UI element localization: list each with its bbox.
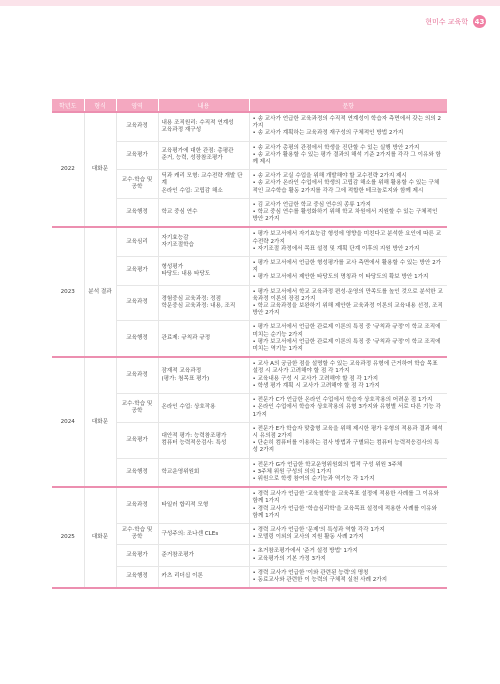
content-cell: 교육평가에 대한 관점: 총평관 준거, 능력, 성장참조평가 [158, 141, 249, 170]
col-header-items: 문항 [249, 99, 447, 112]
content-cell: 구성주의: 조나센 CLEs [158, 523, 249, 544]
table-row [52, 227, 447, 256]
item-text: • 교사 A의 궁금한 점을 설명할 수 있는 교육과정 유형에 근거하여 학습 목표 설정 시 교사가 고려해야 할 점 각 1가지 [252, 361, 438, 375]
item-text: • 학교 교육과정을 보완하기 위해 제안한 교육과정 이론의 교육내용 선정, 조직 방안 2가지 [252, 303, 443, 317]
items-cell [249, 257, 447, 286]
items-cell [249, 170, 447, 199]
table-row [52, 357, 447, 393]
content-cell: 관료제: 규칙과 규정 [158, 321, 249, 357]
year-cell: 2024 [52, 357, 84, 487]
area-cell: 교육평가 [116, 422, 158, 458]
item-text: • 송 교사가 언급한 교육과정의 수직적 연계성이 학습자 측면에서 갖는 의의 2가지 [252, 116, 442, 130]
type-cell: 대화문 [84, 357, 116, 487]
item-text: • 교육내용 구성 시 교사가 고려해야 할 점 각 1가지 [252, 375, 379, 382]
table-body [52, 112, 447, 588]
item-text: • 3주체 위원 구성의 의의 1가지 [252, 468, 332, 475]
items-cell [249, 357, 447, 393]
content-cell: 형성평가 타당도: 내용 타당도 [158, 257, 249, 286]
item-text: • 학교 중심 연수를 활성화하기 위해 학교 차원에서 지원할 수 있는 구체적인 방안 2가지 [252, 209, 438, 223]
area-cell: 교수·학습 및 공학 [116, 523, 158, 544]
item-text: • 경력 교사가 언급한 '학습심리학'을 교육목표 설정에 적용한 사례를 이유와 함께 1가지 [252, 505, 437, 519]
type-cell: 대화문 [84, 487, 116, 588]
col-header-year: 학년도 [52, 99, 84, 112]
area-cell: 교육행정 [116, 566, 158, 588]
exam-table [52, 99, 447, 589]
table-row [52, 487, 447, 523]
col-header-area: 영역 [116, 99, 158, 112]
item-text: • 송 교사가 온라인 수업에서 학생의 고립감 해소를 위해 활용할 수 있는 구체적인 교수학습 활동 2가지를 각각 그에 적합한 테크놀로지와 함께 제시 [252, 180, 440, 194]
item-text: • 경력 교사가 언급한 '이와 관련된 능력'의 명칭 [252, 569, 369, 576]
year-cell: 2025 [52, 487, 84, 588]
items-cell [249, 422, 447, 458]
item-text: • 학생 평가 계획 시 교사가 고려해야 할 점 각 1가지 [252, 382, 380, 389]
items-cell [249, 141, 447, 170]
items-cell [249, 321, 447, 357]
content-cell: 잠재적 교육과정 (평가: 첨목표 평가) [158, 357, 249, 393]
content-cell: 자기효능감 자기조절학습 [158, 227, 249, 256]
items-cell [249, 545, 447, 566]
item-text: • 평가 보고서에서 언급한 관료제 이론의 특징 중 '규칙과 규정'이 학교 조직에 미치는 역기능 1가지 [252, 338, 441, 353]
col-header-content: 내용 [158, 99, 249, 112]
table-header-row [52, 99, 447, 112]
content-cell: 학교운영위원회 [158, 458, 249, 487]
items-cell [249, 394, 447, 423]
item-text: • 평가 보고서에서 제안한 타당도의 명칭과 이 타당도의 확보 방안 1가지 [252, 274, 429, 281]
table-row [52, 112, 447, 141]
item-text: • 경력 교사가 언급한 '교육철학'을 교육목표 설정에 적용한 사례를 그 이유와 함께 1가지 [252, 491, 439, 505]
area-cell: 교육평가 [116, 141, 158, 170]
item-text: • 단순히 컴퓨터를 이용하는 검사 방법과 구별되는 컴퓨터 능력적응검사의 특성 2가지 [252, 440, 440, 454]
content-cell: 경험중심 교육과정: 정점 학문중심 교육과정: 내용, 조직 [158, 285, 249, 321]
item-text: • 김 교사가 언급한 학교 중심 연수의 종류 1가지 [252, 201, 371, 208]
area-cell: 교육행정 [116, 321, 158, 357]
items-cell [249, 458, 447, 487]
col-header-type: 형식 [84, 99, 116, 112]
area-cell: 교육과정 [116, 357, 158, 393]
item-text: • 평가 보고서에서 언급한 관료제 이론의 특징 중 '규칙과 규정'이 학교 조직에 미치는 순기능 2가지 [252, 324, 441, 338]
item-text: • 초거참조평가에서 '준거 설정 방법' 1가지 [252, 548, 358, 555]
items-cell [249, 487, 447, 523]
book-title: 현미수 교육학 [425, 17, 468, 26]
item-text: • 평가 보고서에서 학교 교육과정 편성·운영의 만족도를 높인 것으로 분석한 교육과정 이론의 장점 2가지 [252, 288, 443, 302]
area-cell: 교육행정 [116, 198, 158, 227]
item-text: • 송 교사가 활용할 수 있는 평가 결과의 해석 기준 2가지를 각각 그 이유와 함께 제시 [252, 151, 441, 166]
area-cell: 교육과정 [116, 487, 158, 523]
item-text: • 전문가 E가 학습자 맞춤형 교육을 위해 제시한 평가 유형의 적용과 결과 해석 시 유의점 2가지 [252, 425, 443, 439]
item-text: • 평가 보고서에서 언급한 형성평가를 교사 측면에서 활용할 수 있는 방안 2가지 [252, 260, 442, 274]
content-cell: 온라인 수업: 상호작용 [158, 394, 249, 423]
content-cell: 카츠 리더십 이론 [158, 566, 249, 588]
content-cell: 대안적 평가: 능력참조평가 컴퓨터 능력적응검사: 특성 [158, 422, 249, 458]
item-text: • 전문가 C가 언급한 온라인 수업에서 학습자 상호작용의 어려운 점 1가지 [252, 397, 433, 404]
item-text: • 자기조절 과정에서 목표 설정 및 계획 단계 이후의 지원 방안 2가지 [252, 245, 420, 252]
area-cell: 교육평가 [116, 257, 158, 286]
area-cell: 교육심리 [116, 227, 158, 256]
item-text: • 동료교사와 관련한 이 능력의 구체적 실천 사례 2가지 [252, 576, 388, 583]
items-cell [249, 285, 447, 321]
area-cell: 교수·학습 및 공학 [116, 394, 158, 423]
items-cell [249, 112, 447, 141]
item-text: • 평가 보고서에서 자기효능감 형성에 영향을 미친다고 분석한 요인에 따른 교수전략 2가지 [252, 231, 442, 245]
items-cell [249, 523, 447, 544]
items-cell [249, 227, 447, 256]
content-cell: 학교 중심 연수 [158, 198, 249, 227]
item-text: • 모델링 이외의 교사의 지원 활동 사례 2가지 [252, 534, 364, 541]
top-border [0, 0, 500, 6]
item-text: • 경력 교사가 언급한 '문제'의 특성과 역할 각각 1가지 [252, 526, 385, 533]
items-cell [249, 198, 447, 227]
content-cell: 딕과 캐리 모형: 교수전략 개발 단계 온라인 수업: 고립감 해소 [158, 170, 249, 199]
item-text: • 송 교사가 계획하는 교육과정 재구성의 구체적인 방법 2가지 [252, 130, 404, 137]
content-cell: 준거참조평가 [158, 545, 249, 566]
item-text: • 송 교사가 교실 수업을 위해 개발해야 할 교수전략 2가지 제시 [252, 173, 407, 180]
type-cell: 분석 결과 [84, 227, 116, 357]
content-cell: 내용 조직원리: 수직적 연계성 교육과정 재구성 [158, 112, 249, 141]
area-cell: 교수·학습 및 공학 [116, 170, 158, 199]
content-cell: 타일러 합리적 모형 [158, 487, 249, 523]
item-text: • 온라인 수업에서 학습자 상호작용의 유형 3가지와 유형별 서로 다른 기능 각 1가지 [252, 404, 442, 418]
item-text: • 위원으로 학생 참여의 순기능과 역기능 각 1가지 [252, 475, 375, 482]
page-header [425, 15, 486, 28]
year-cell: 2022 [52, 112, 84, 227]
area-cell: 교육과정 [116, 112, 158, 141]
type-cell: 대화문 [84, 112, 116, 227]
item-text: • 교육평가의 기본 가정 3가지 [252, 555, 326, 562]
page-number-badge: 43 [473, 15, 486, 28]
area-cell: 교육과정 [116, 285, 158, 321]
item-text: • 송 교사가 총평의 관점에서 학생을 진단할 수 있는 실행 방안 2가지 [252, 144, 420, 151]
items-cell [249, 566, 447, 588]
item-text: • 전문가 G가 언급한 학교운영위원회의 법적 구성 위원 3주체 [252, 461, 403, 468]
area-cell: 교육평가 [116, 545, 158, 566]
year-cell: 2023 [52, 227, 84, 357]
area-cell: 교육행정 [116, 458, 158, 487]
